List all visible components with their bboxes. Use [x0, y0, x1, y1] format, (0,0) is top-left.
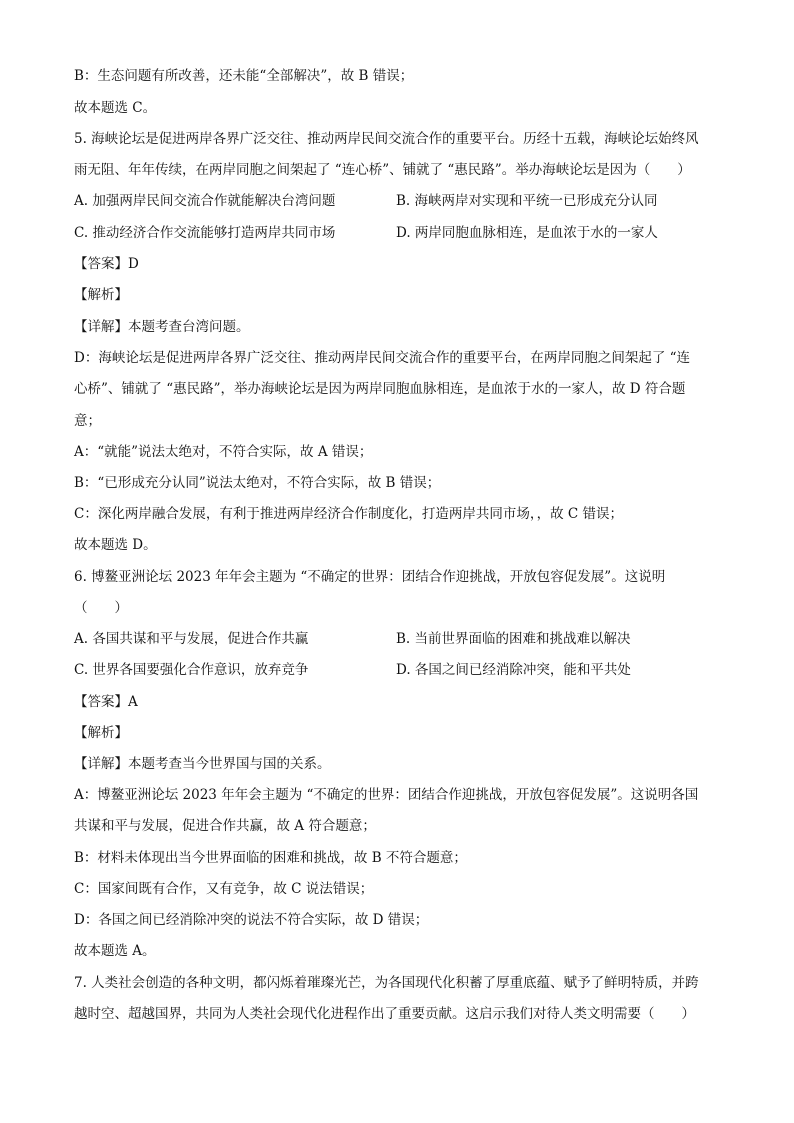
question-5-option-a: A. 加强两岸民间交流合作就能解决台湾问题 — [74, 193, 336, 209]
question-6-answer: 【答案】A — [74, 694, 138, 710]
question-5-stem: 5. 海峡论坛是促进两岸各界广泛交往、推动两岸民间交流合作的重要平台。历经十五载，海峡论坛始终风 — [74, 131, 699, 147]
question-6-option-d: D. 各国之间已经消除冲突，能和平共处 — [396, 662, 631, 678]
question-5-explanation-d: D：海峡论坛是促进两岸各界广泛交往、推动两岸民间交流合作的重要平台，在两岸同胞之间架起了 “连 — [74, 350, 691, 366]
question-6-conclusion: 故本题选 A。 — [74, 943, 156, 959]
question-5-analysis-heading: 【解析】 — [74, 287, 128, 303]
question-5-explanation-d: 意； — [74, 413, 101, 429]
question-5-explanation-d: 心桥”、铺就了 “惠民路”，举办海峡论坛是因为两岸同胞血脉相连，是血浓于水的一家人，故 D 符合题 — [74, 381, 686, 397]
question-5-option-d: D. 两岸同胞血脉相连，是血浓于水的一家人 — [396, 225, 658, 241]
question-6-explanation-a: A：博鳌亚洲论坛 2023 年年会主题为 “不确定的世界：团结合作迎挑战，开放包容促发展”。这说明各国 — [74, 787, 699, 803]
question-5-explanation-c: C：深化两岸融合发展，有利于推进两岸经济合作制度化，打造两岸共同市场，，故 C 错误； — [74, 506, 623, 522]
question-5-detail: 【详解】本题考查台湾问题。 — [74, 319, 250, 335]
question-6-explanation-b: B：材料未体现出当今世界面临的困难和挑战，故 B 不符合题意； — [74, 850, 467, 866]
question-6-option-b: B. 当前世界面临的困难和挑战难以解决 — [396, 631, 631, 647]
question-5-conclusion: 故本题选 D。 — [74, 537, 157, 553]
question-5-explanation-a: A：“就能”说法太绝对，不符合实际，故 A 错误； — [74, 444, 373, 460]
question-5-option-c: C. 推动经济合作交流能够打造两岸共同市场 — [74, 225, 336, 241]
question-6-stem: 6. 博鳌亚洲论坛 2023 年年会主题为 “不确定的世界：团结合作迎挑战，开放包容促发展”。这说明 — [74, 569, 666, 585]
question-5-answer: 【答案】D — [74, 256, 139, 272]
question-6-explanation-a: 共谋和平与发展，促进合作共赢，故 A 符合题意； — [74, 818, 376, 834]
conclusion-line: 故本题选 C。 — [74, 100, 157, 116]
question-5-stem: 雨无阻、年年传续，在两岸同胞之间架起了 “连心桥”、铺就了 “惠民路”。举办海峡论坛是因为（ ） — [74, 162, 691, 178]
explanation-line: B：生态问题有所改善，还未能“全部解决”，故 B 错误； — [74, 68, 414, 84]
question-6-explanation-c: C：国家间既有合作，又有竞争，故 C 说法错误； — [74, 881, 374, 897]
question-7-stem: 越时空、超越国界，共同为人类社会现代化进程作出了重要贡献。这启示我们对待人类文明需要（ ） — [74, 1006, 695, 1022]
question-5-option-b: B. 海峡两岸对实现和平统一已形成充分认同 — [396, 193, 658, 209]
question-6-analysis-heading: 【解析】 — [74, 725, 128, 741]
question-7-stem: 7. 人类社会创造的各种文明，都闪烁着璀璨光芒，为各国现代化积蓄了厚重底蕴、赋予了鲜明特质，并跨 — [74, 975, 699, 991]
question-6-explanation-d: D：各国之间已经消除冲突的说法不符合实际，故 D 错误； — [74, 912, 429, 928]
question-6-option-c: C. 世界各国要强化合作意识，放弃竞争 — [74, 662, 309, 678]
question-5-explanation-b: B：“已形成充分认同”说法太绝对，不符合实际，故 B 错误； — [74, 475, 441, 491]
question-6-option-a: A. 各国共谋和平与发展，促进合作共赢 — [74, 631, 309, 647]
question-6-stem: （ ） — [74, 600, 128, 616]
question-6-detail: 【详解】本题考查当今世界国与国的关系。 — [74, 756, 331, 772]
